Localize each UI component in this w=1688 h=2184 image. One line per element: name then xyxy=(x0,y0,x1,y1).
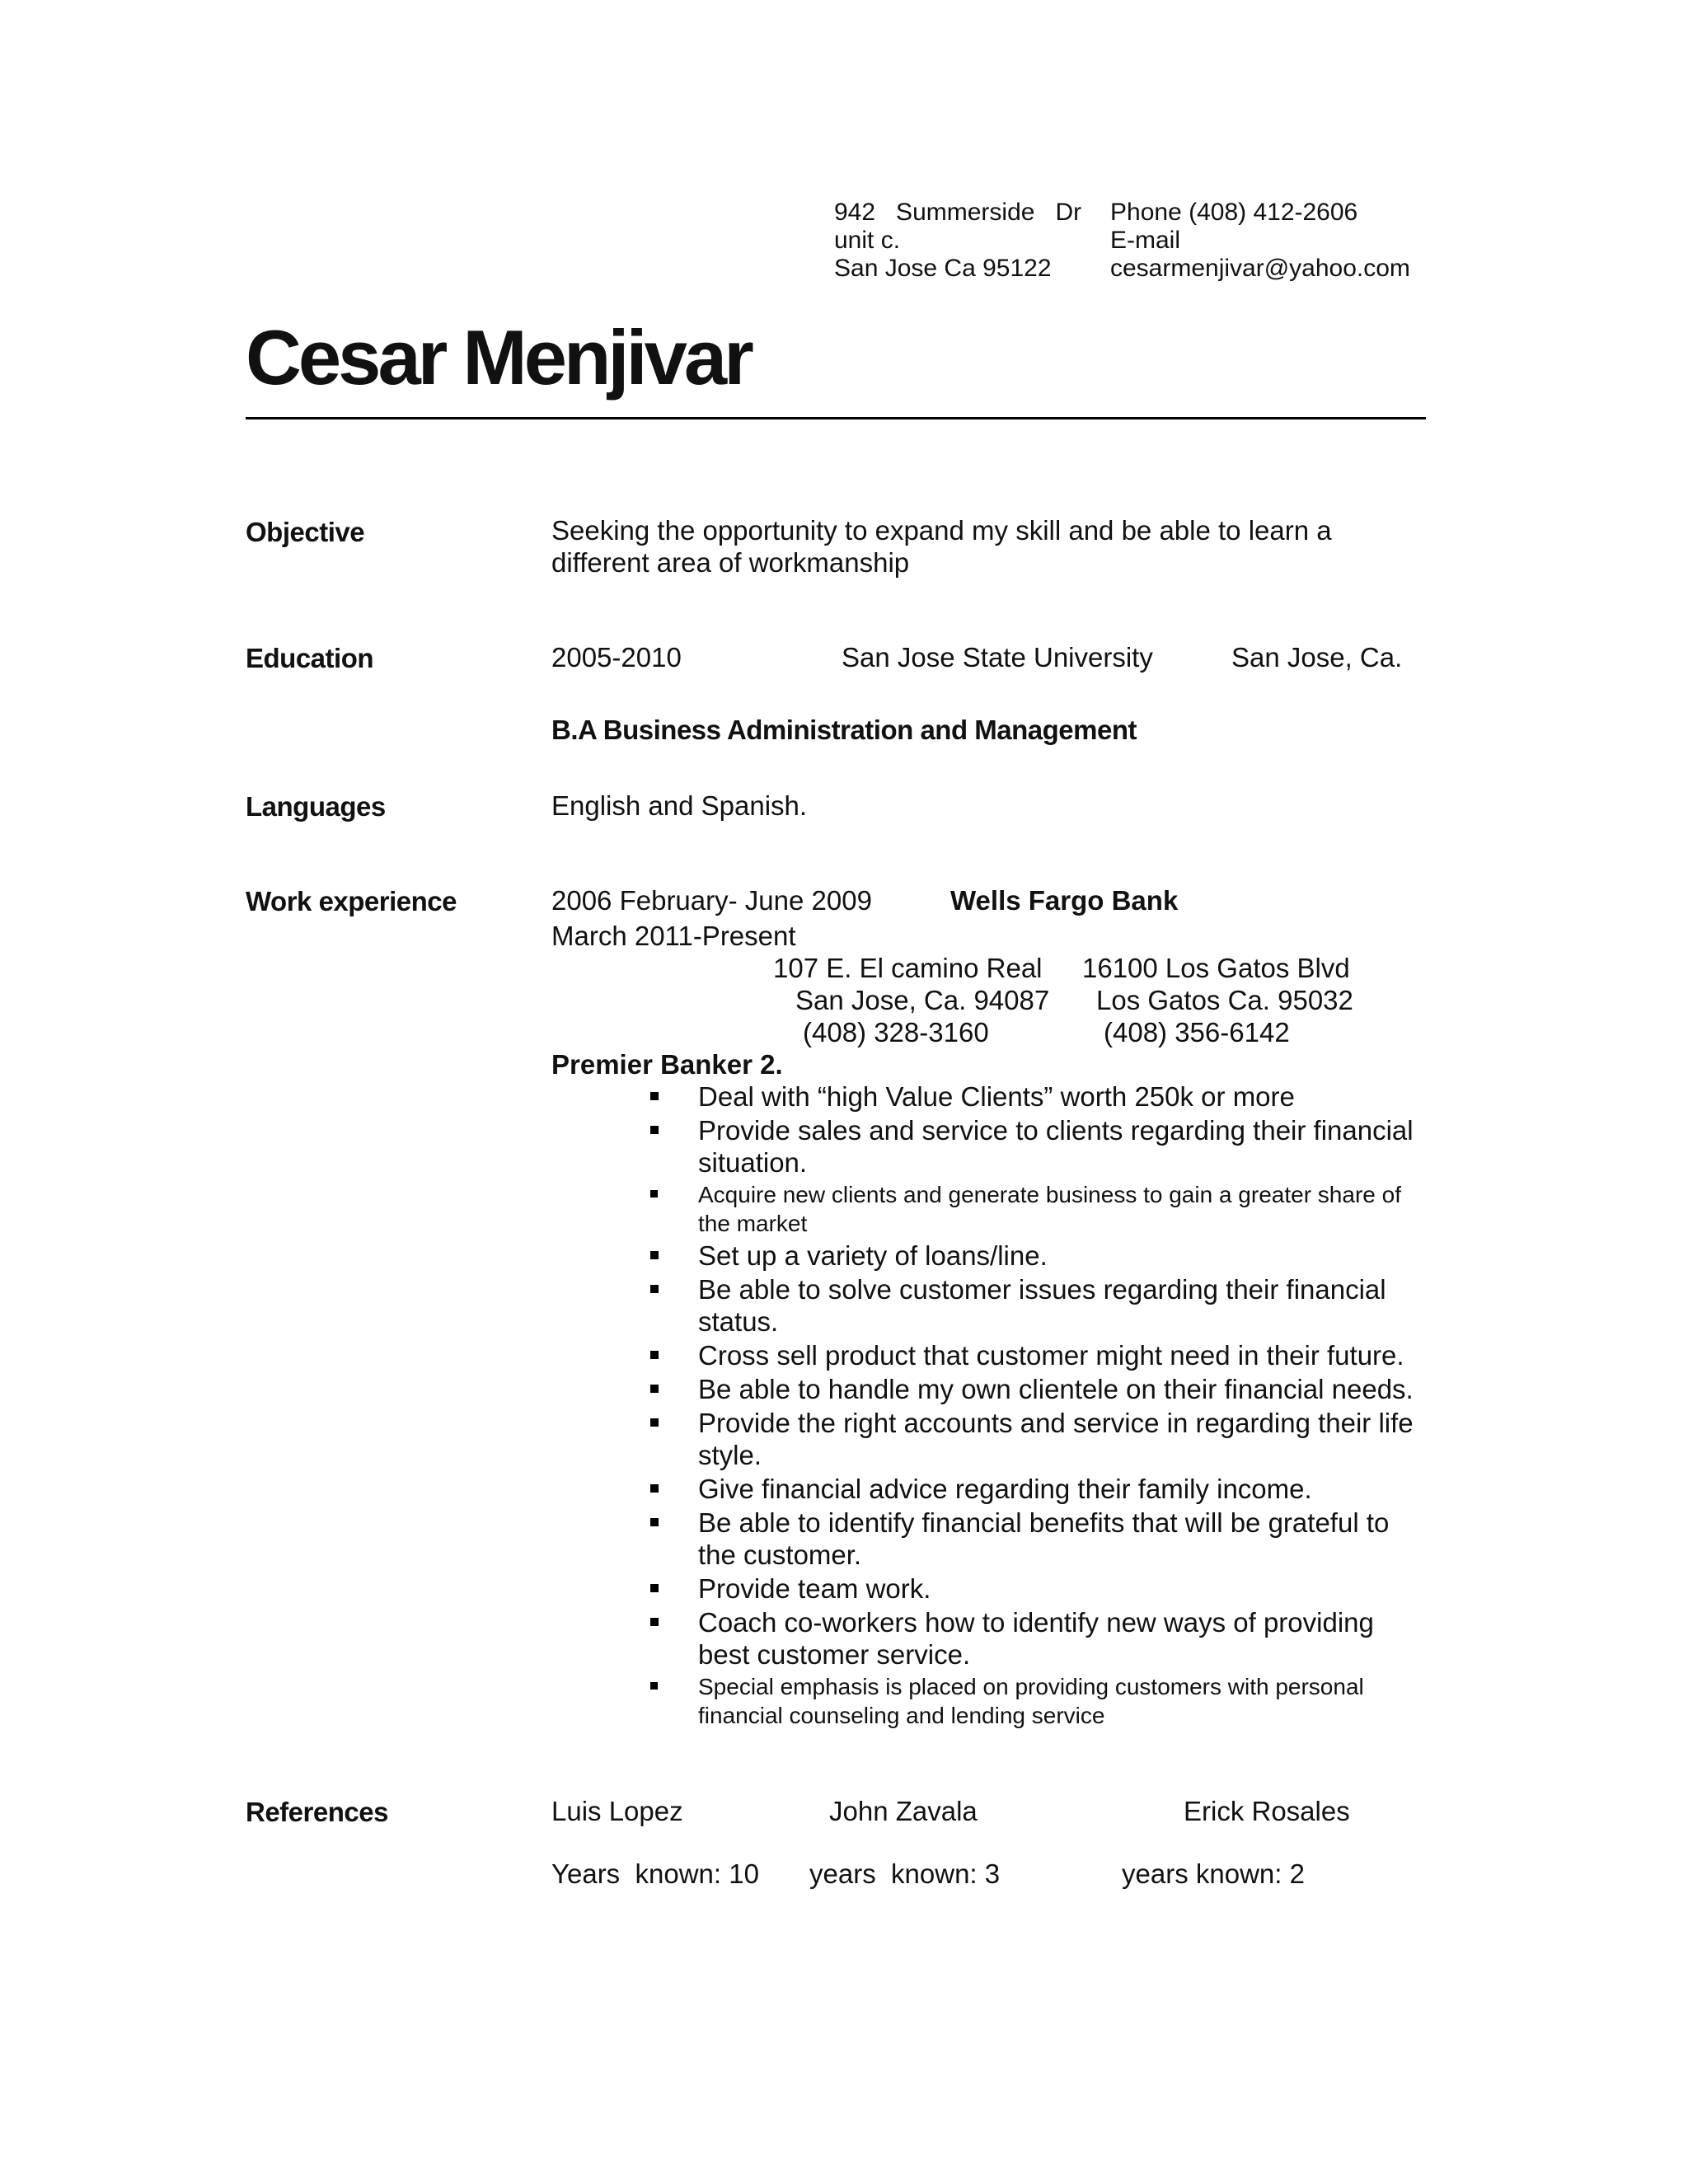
email: cesarmenjivar@yahoo.com xyxy=(1110,255,1410,282)
bullet-icon xyxy=(650,1418,659,1427)
branch-1-street: 107 E. El camino Real xyxy=(773,953,1043,983)
name-divider xyxy=(246,417,1426,419)
bullet-icon xyxy=(650,1484,659,1493)
reference-1-name: Luis Lopez xyxy=(551,1796,683,1826)
work-dates-1: 2006 February- June 2009 xyxy=(551,885,872,916)
list-item: Cross sell product that customer might need in their future. xyxy=(647,1339,1430,1371)
address-line-2: unit c. xyxy=(834,227,901,254)
list-item: Deal with “high Value Clients” worth 250k or more xyxy=(647,1080,1430,1113)
reference-3-known: years known: 2 xyxy=(1122,1858,1305,1889)
languages-value: English and Spanish. xyxy=(551,790,808,821)
list-item: Provide the right accounts and service in regarding their life style. xyxy=(647,1407,1430,1471)
bullet-icon xyxy=(650,1584,659,1592)
education-heading: Education xyxy=(246,643,374,673)
bullet-icon xyxy=(650,1190,658,1197)
list-item: Be able to identify financial benefits that will be grateful to the customer. xyxy=(647,1507,1430,1571)
list-item: Acquire new clients and generate business to gain a greater share of the market xyxy=(647,1180,1430,1238)
education-degree: B.A Business Administration and Management xyxy=(551,715,1137,745)
branch-2-phone: (408) 356-6142 xyxy=(1104,1017,1290,1047)
bullet-icon xyxy=(650,1285,659,1293)
address-block xyxy=(834,199,1081,283)
resume-name: Cesar Menjivar xyxy=(246,314,751,401)
list-item: Be able to handle my own clientele on their financial needs. xyxy=(647,1373,1430,1405)
reference-3-name: Erick Rosales xyxy=(1184,1796,1350,1826)
education-location: San Jose, Ca. xyxy=(1231,642,1403,673)
work-employer: Wells Fargo Bank xyxy=(950,885,1179,916)
list-item: Special emphasis is placed on providing customers with personal financial counseling and lending service xyxy=(647,1672,1430,1730)
bullet-icon xyxy=(650,1618,659,1626)
languages-heading: Languages xyxy=(246,791,386,822)
phone: Phone (408) 412-2606 xyxy=(1110,199,1358,226)
branch-1-city: San Jose, Ca. 94087 xyxy=(795,985,1050,1015)
education-years: 2005-2010 xyxy=(551,642,682,673)
bullet-icon xyxy=(650,1518,659,1526)
bullet-icon xyxy=(650,1126,659,1134)
list-item: Give financial advice regarding their family income. xyxy=(647,1473,1430,1505)
address-line-3: San Jose Ca 95122 xyxy=(834,255,1052,282)
bullet-icon xyxy=(650,1351,659,1359)
bullet-icon xyxy=(650,1251,659,1259)
duties-list xyxy=(647,1080,1430,1730)
branch-1-phone: (408) 328-3160 xyxy=(803,1017,989,1047)
phone-email-block xyxy=(1110,199,1410,283)
work-heading: Work experience xyxy=(246,886,457,916)
references-heading: References xyxy=(246,1797,388,1827)
reference-1-known: Years known: 10 xyxy=(551,1858,759,1889)
branch-2-street: 16100 Los Gatos Blvd xyxy=(1082,953,1350,983)
bullet-icon xyxy=(650,1682,658,1690)
work-dates-2: March 2011-Present xyxy=(551,921,796,951)
objective-line-1: Seeking the opportunity to expand my skill and be able to learn a xyxy=(551,515,1332,546)
list-item: Be able to solve customer issues regarding their financial status. xyxy=(647,1273,1430,1338)
work-title: Premier Banker 2. xyxy=(551,1049,783,1080)
list-item: Coach co-workers how to identify new ways of providing best customer service. xyxy=(647,1606,1430,1671)
objective-heading: Objective xyxy=(246,517,365,547)
objective-line-2: different area of workmanship xyxy=(551,547,910,578)
objective-text xyxy=(551,514,1332,579)
list-item: Provide sales and service to clients regarding their financial situation. xyxy=(647,1114,1430,1179)
bullet-icon xyxy=(650,1385,659,1393)
email-label: E-mail xyxy=(1110,227,1181,254)
branch-2-city: Los Gatos Ca. 95032 xyxy=(1096,985,1353,1015)
bullet-icon xyxy=(650,1092,659,1100)
education-school: San Jose State University xyxy=(842,642,1153,673)
address-line-1: 942 Summerside Dr xyxy=(834,199,1082,226)
list-item: Provide team work. xyxy=(647,1572,1430,1605)
reference-2-name: John Zavala xyxy=(829,1796,978,1826)
reference-2-known: years known: 3 xyxy=(809,1858,1001,1889)
list-item: Set up a variety of loans/line. xyxy=(647,1240,1430,1272)
